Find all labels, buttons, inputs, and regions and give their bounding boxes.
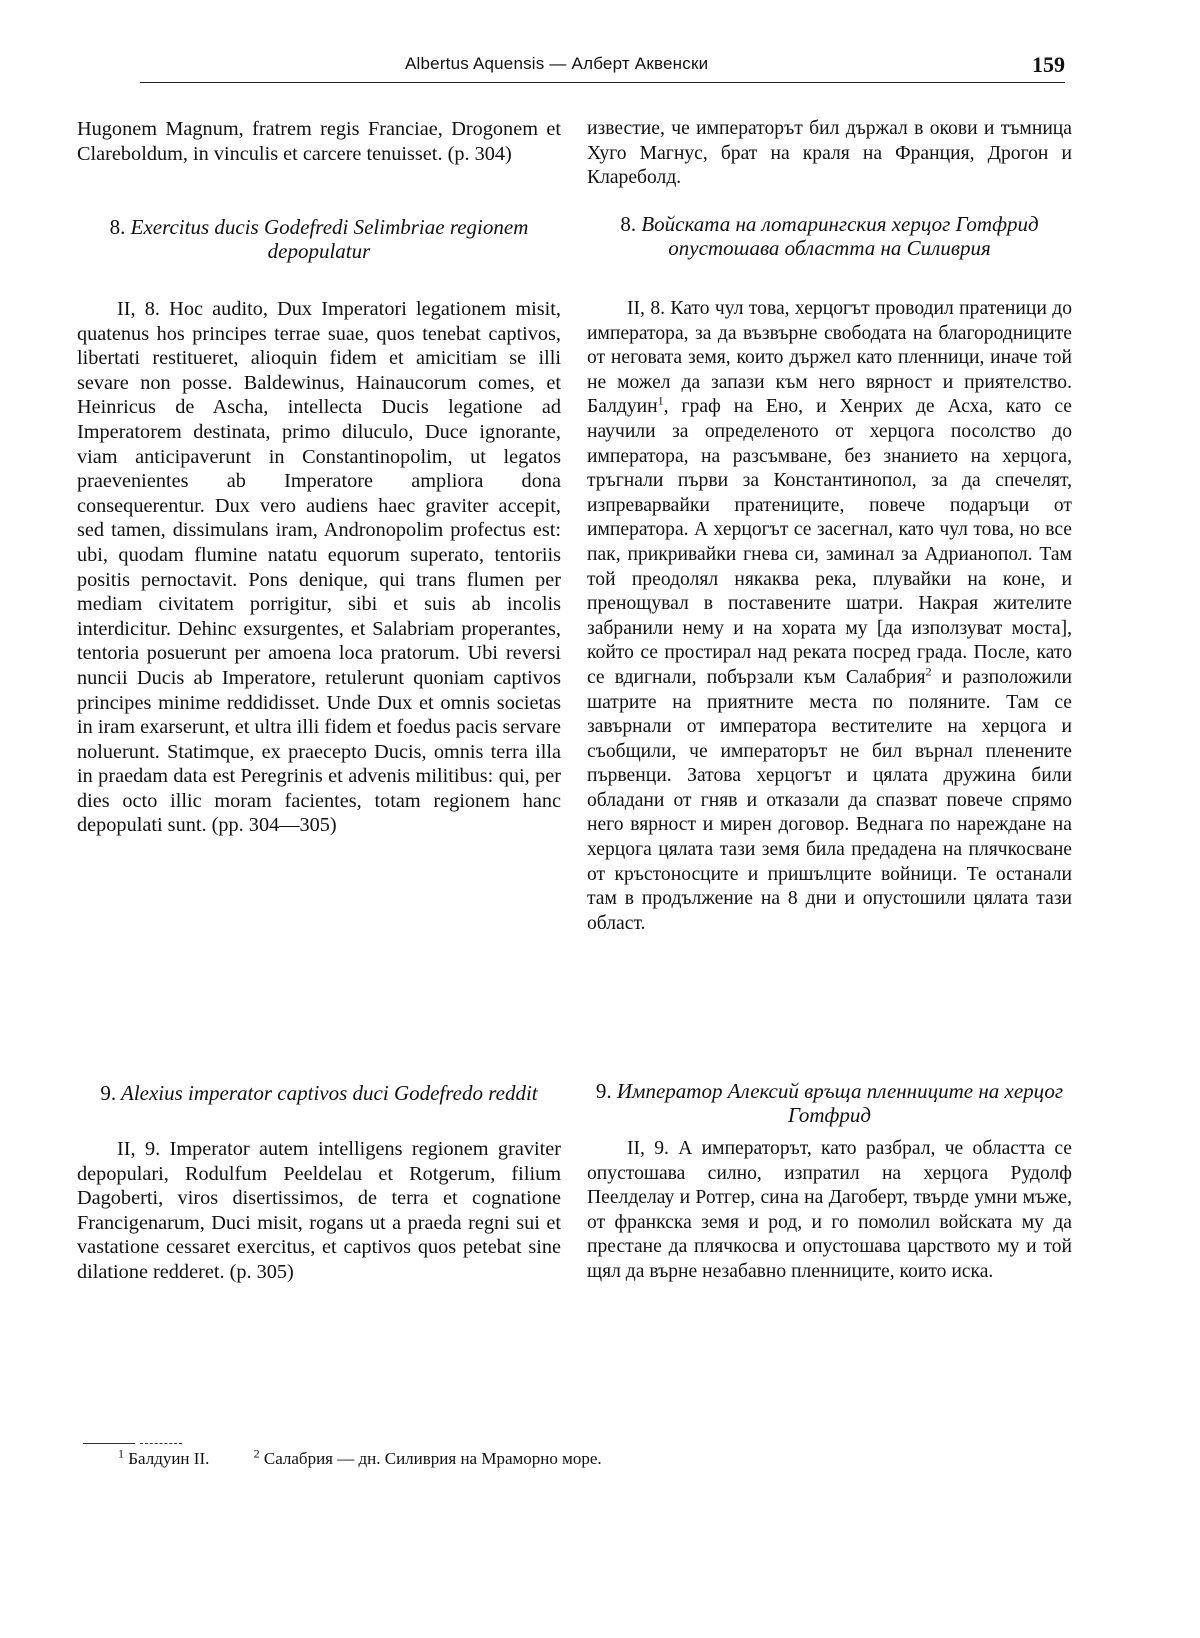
page-number: 159	[1032, 52, 1065, 77]
section-number: 8.	[109, 215, 126, 239]
section-title: Exercitus ducis Godefredi Selimbriae regionem depopulatur	[130, 215, 529, 263]
bulgarian-intro-text: известие, че императорът бил държал в окови и тъмница Хуго Магнус, брат на краля на Франция, Дрогон и Клареболд.	[587, 118, 1072, 189]
footnote-1: $^1$ Балдуин II.	[118, 1446, 210, 1468]
bulgarian-intro	[587, 117, 1072, 191]
bulgarian-text-9	[587, 1137, 1072, 1285]
footnote-rule	[83, 1443, 135, 1444]
footnote-2: $^2$ Салабрия — дн. Силиврия на Мраморно море.	[253, 1446, 602, 1468]
section-number: 9.	[595, 1079, 612, 1103]
bulgarian-heading-8	[587, 212, 1072, 260]
latin-intro-text: Hugonem Magnum, fratrem regis Franciae, Drogonem et Clareboldum, in vinculis et carcere tenuisset. (p. 304)	[77, 118, 561, 165]
footnotes	[118, 1446, 642, 1469]
footnote-ref: 2	[925, 664, 932, 679]
bulgarian-paragraph-8: II, 8. Като чул това, херцогът проводил пратеници до императора, за да възвърне свободата на благородниците от неговата земя, които държел като пленници, иначе той не можел да запази към него вярност и приятелство. Балдуин$^1$, граф на Ено, и Хенрих де Асха, като се научили за определеното от херцога посолство до императора, на разсъмване, без знанието на херцога, тръгнали първи за Константинопол, за да спечелят, изпреварвайки пратениците, повече подаръци от императора. А херцогът се засегнал, като чул това, но все пак, прикривайки гнева си, заминал за Адрианопол. Там той преодолял някаква река, плувайки на коне, и пренощувал в поставените шатри. Накрая жителите забранили нему и на хората му [да използуват моста], който се простирал над реката посред града. После, като се вдигнали, побързали към Салабрия$^2$ и разположили шатрите на приятните места по поляните. Там се завърнали от императора вестителите на херцога и съобщили, че императорът не бил върнал пленените първенци. Затова херцогът и цялата дружина били обладани от гняв и отказали да спазват повече спрямо него вярност и мирен договор. Веднага по нареждане на херцога цялата тази земя била предадена на плячкосване от кръстоносците и пришълците войници. Те останали там в продължение на 8 дни и опустошили цялата тази област.	[587, 298, 1072, 934]
bulgarian-heading-9	[587, 1079, 1072, 1127]
latin-heading-8	[77, 215, 561, 263]
footnote-ref: 1	[657, 393, 664, 408]
footnote-rule-dashed	[140, 1443, 182, 1444]
latin-paragraph-8: II, 8. Hoc audito, Dux Imperatori legationem misit, quatenus hos principes terrae suae, quos tenebat captivos, libertati restitueret, alioquin fidem et amicitiam se illi sevare non posse. Baldewinus, Hainaucorum comes, et Heinricus de Ascha, intellecta Ducis legatione ad Imperatorem destinata, primo diluculo, Duce ignorante, viam anticipaverunt in Constantinopolim, ut legatos praevenientes ab Imperatore ampliora dona consequerentur. Dux vero audiens haec graviter accepit, sed tamen, dissimulans iram, Andronopolim profectus est: ubi, quodam flumine natatu equorum superato, tentoriis positis pernoctavit. Pons denique, qui trans flumen per mediam civitatem porrigitur, sibi et suis ab incolis interdicitur. Dehinc exsurgentes, et Salabriam properantes, tentoria posuerunt per amoena loca pratorum. Ubi reversi nuncii Ducis ab Imperatore, retulerunt quoniam captivos principes minime reddidisset. Unde Dux et omnis societas in iram exarserunt, et ultra illi fidem et foedus pacis servare noluerunt. Statimque, ex praecepto Ducis, omnis terra illa in praedam data est Peregrinis et advenis militibus: qui, per dies octo illic moram facientes, totam regionem hanc depopulati sunt. (pp. 304—305)	[77, 298, 561, 837]
section-title: Войската на лотарингския херцог Готфрид опустошава областта на Силиврия	[641, 212, 1039, 260]
section-number: 9.	[100, 1081, 117, 1105]
header-rule	[140, 82, 1065, 83]
bulgarian-paragraph-9: II, 9. А императорът, като разбрал, че областта се опустошава силно, изпратил на херцога Рудолф Пеелделау и Ротгер, сина на Дагоберт, твърде умни мъже, от франкска земя и род, и го помолил войската му да престане да плячкосва и опустошава царството му и той щял да върне незабавно пленниците, които иска.	[587, 1138, 1072, 1282]
page-header	[140, 52, 1065, 86]
running-title: Albertus Aquensis — Алберт Аквенски	[405, 54, 709, 73]
section-number: 8.	[620, 212, 637, 236]
latin-text-9	[77, 1137, 561, 1285]
latin-intro	[77, 117, 561, 166]
latin-heading-9	[77, 1081, 561, 1105]
latin-text-8	[77, 297, 561, 838]
bulgarian-text-8	[587, 297, 1072, 936]
latin-paragraph-9: II, 9. Imperator autem intelligens regionem graviter depopulari, Rodulfum Peeldelau et Rotgerum, filium Dagoberti, viros disertissimos, de terra et cognatione Francigenarum, Duci misit, rogans ut a praeda regni sui et vastatione cessaret exercitus, et captivos quos petebat sine dilatione redderet. (p. 305)	[77, 1138, 561, 1283]
section-title: Император Алексий връща пленниците на херцог Готфрид	[616, 1079, 1064, 1127]
section-title: Alexius imperator captivos duci Godefredo reddit	[121, 1081, 538, 1105]
